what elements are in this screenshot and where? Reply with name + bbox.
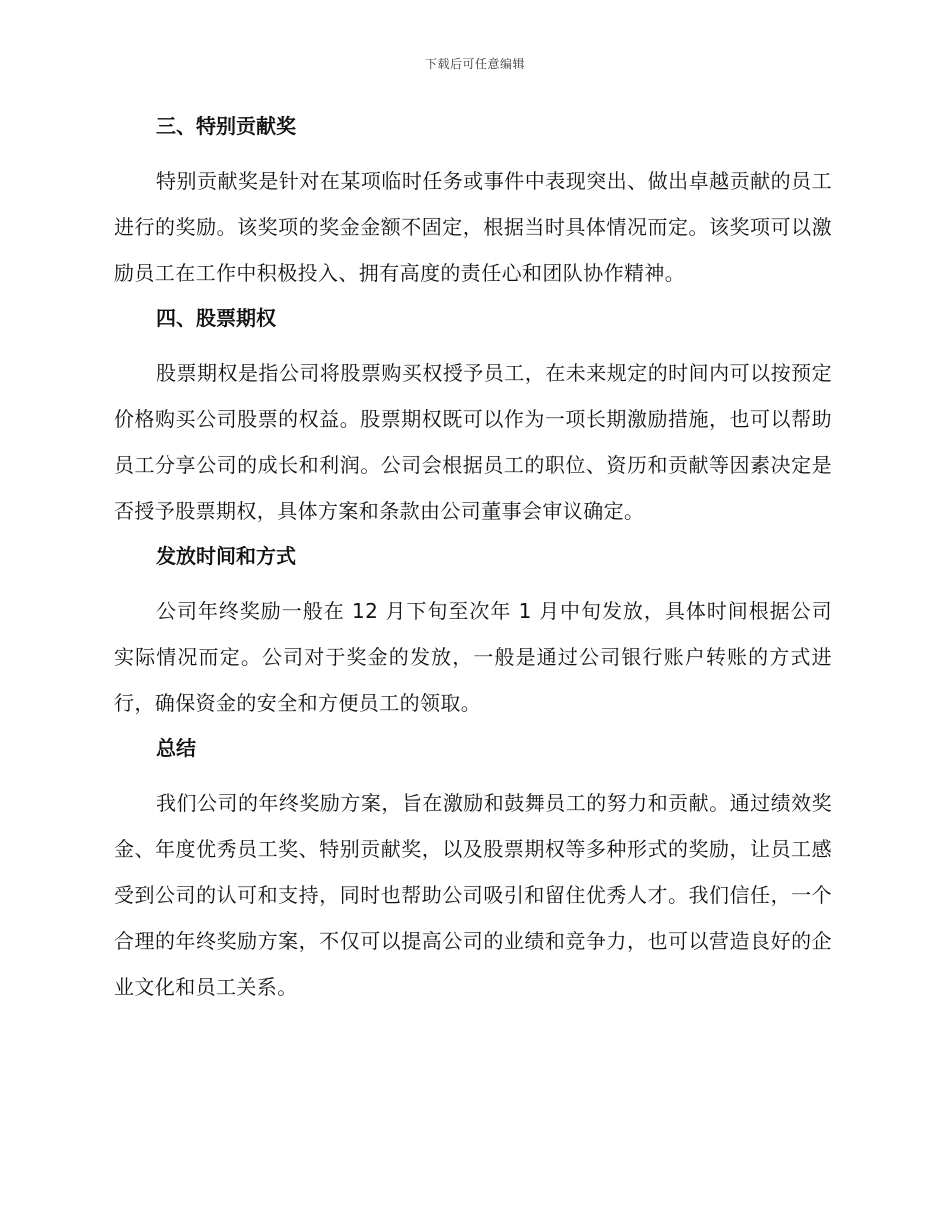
document-body <box>114 112 832 1018</box>
section-title: 三、特别贡献奖 <box>156 114 296 138</box>
section-paragraph: 我们公司的年终奖励方案，旨在激励和鼓舞员工的努力和贡献。通过绩效奖金、年度优秀员工奖、特别贡献奖，以及股票期权等多种形式的奖励，让员工感受到公司的认可和支持，同时也帮助公司吸引和留住优秀人才。我们信任，一个合理的年终奖励方案，不仅可以提高公司的业绩和竞争力，也可以营造良好的企业文化和员工关系。 <box>114 791 832 999</box>
section-paragraph: 公司年终奖励一般在 12 月下旬至次年 1 月中旬发放，具体时间根据公司实际情况而定。公司对于奖金的发放，一般是通过公司银行账户转账的方式进行，确保资金的安全和方便员工的领取。 <box>114 599 832 715</box>
section-title: 四、股票期权 <box>156 306 276 330</box>
section-title: 发放时间和方式 <box>156 544 296 568</box>
section-payment-time-method <box>114 542 832 726</box>
section-paragraph: 股票期权是指公司将股票购买权授予员工，在未来规定的时间内可以按预定价格购买公司股票的权益。股票期权既可以作为一项长期激励措施，也可以帮助员工分享公司的成长和利润。公司会根据员工的职位、资历和贡献等因素决定是否授予股票期权，具体方案和条款由公司董事会审议确定。 <box>114 361 832 523</box>
section-special-contribution-award <box>114 112 832 296</box>
section-title: 总结 <box>156 736 196 760</box>
section-summary <box>114 734 832 1010</box>
section-paragraph: 特别贡献奖是针对在某项临时任务或事件中表现突出、做出卓越贡献的员工进行的奖励。该奖项的奖金金额不固定，根据当时具体情况而定。该奖项可以激励员工在工作中积极投入、拥有高度的责任心和团队协作精神。 <box>114 169 832 285</box>
section-stock-options <box>114 304 832 534</box>
header-note: 下载后可任意编辑 <box>424 57 525 71</box>
